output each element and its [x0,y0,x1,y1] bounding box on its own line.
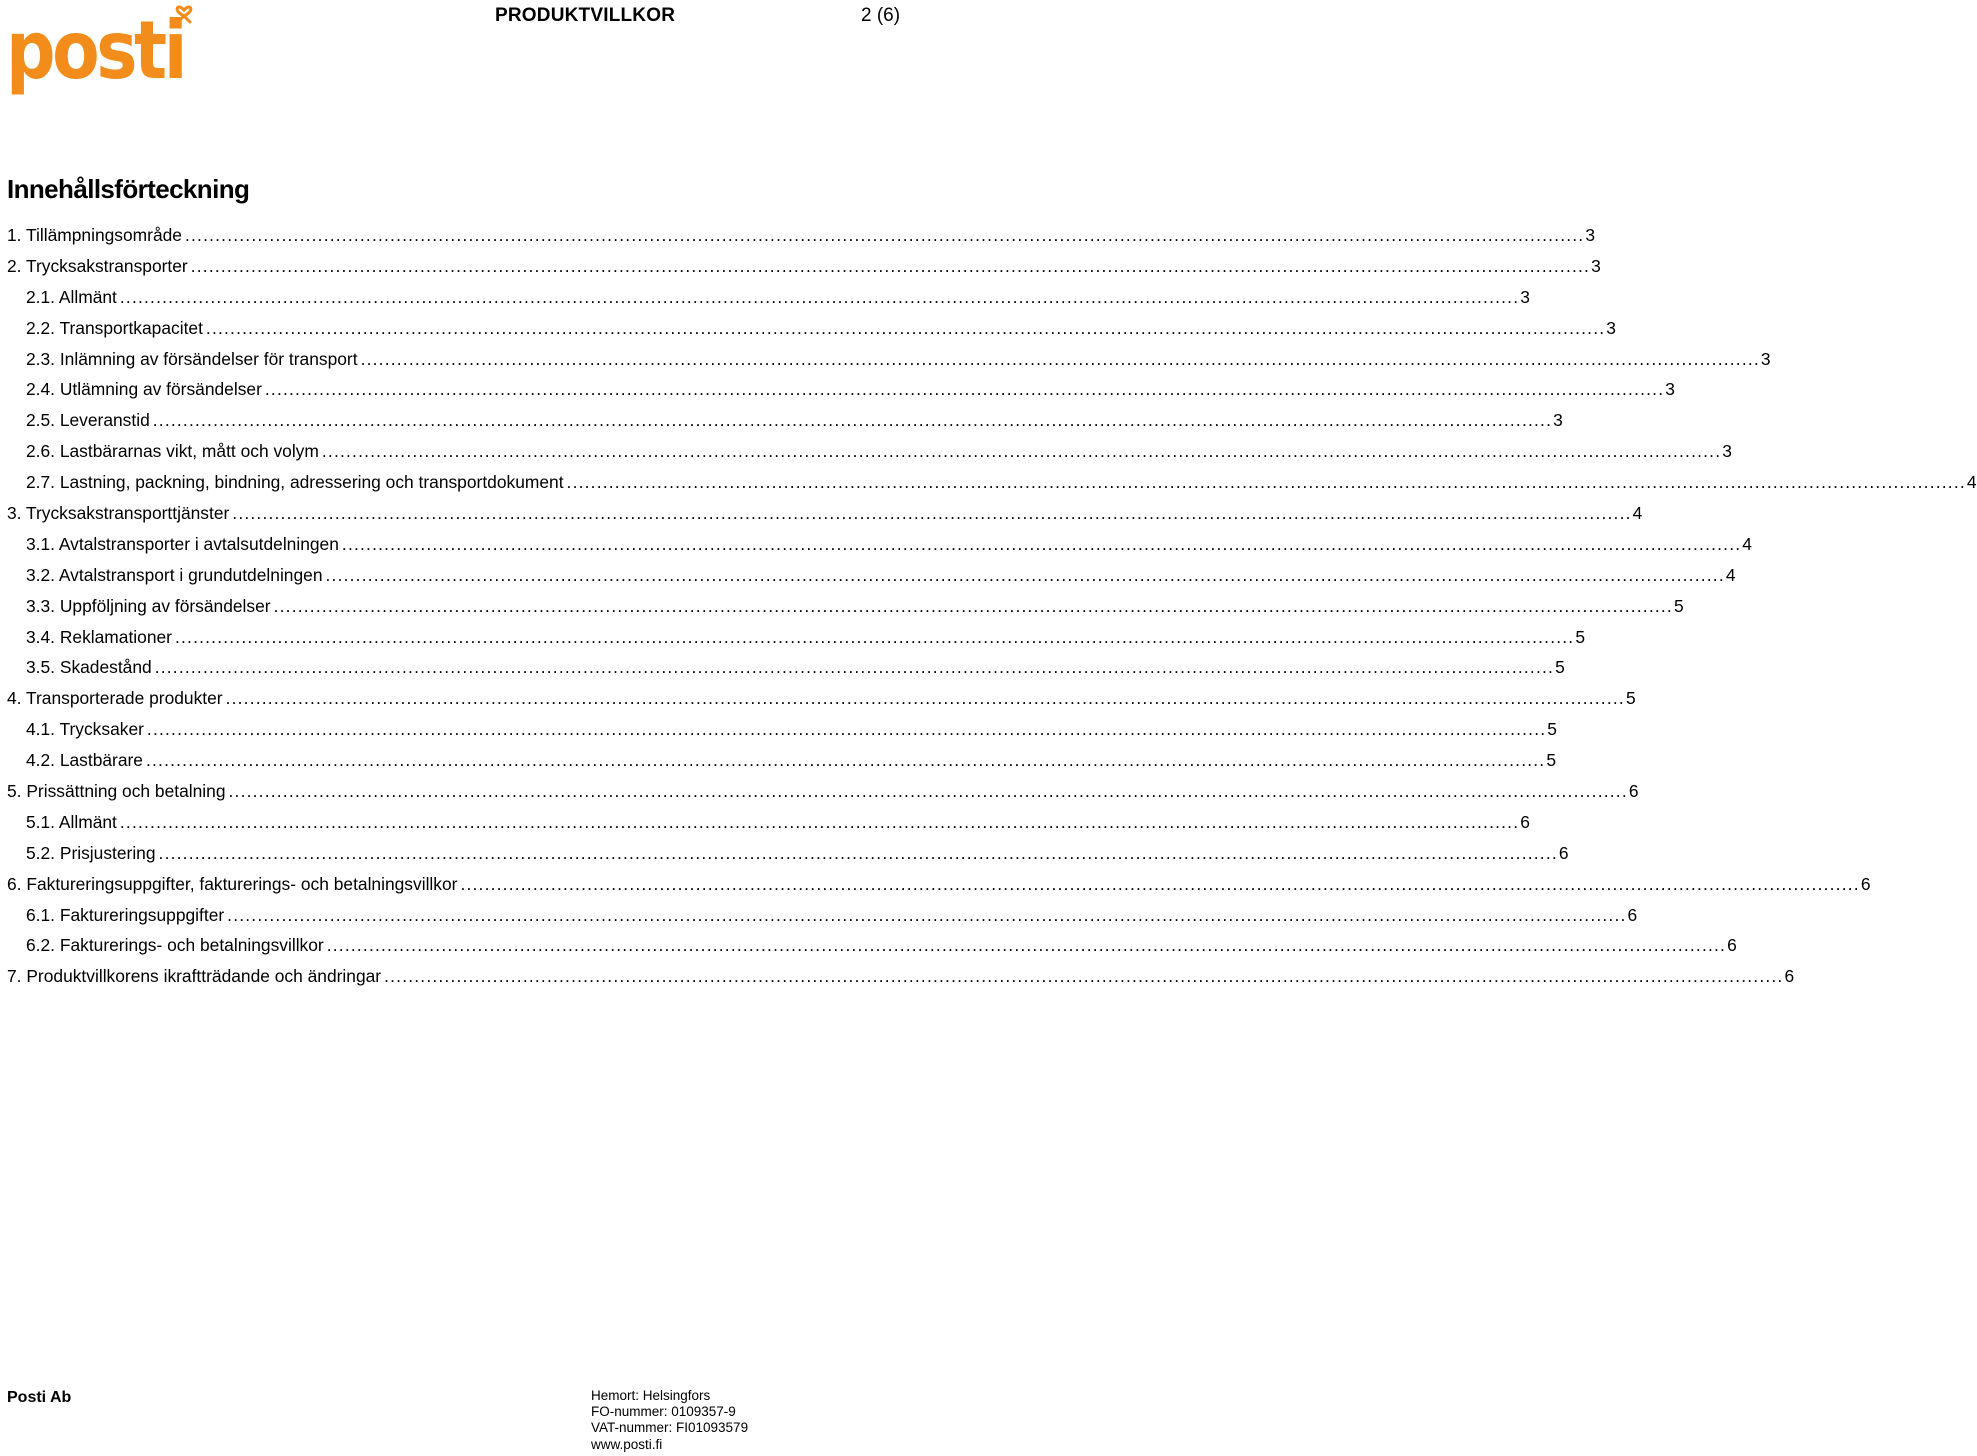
footer-company-info [591,1388,748,1453]
toc-entry-page: 6 [1627,904,1638,925]
toc-entry-page: 4 [1632,503,1643,524]
toc-entry-page: 5 [1575,626,1585,647]
toc-entry-page: 6 [1784,966,1795,987]
toc-entry-label: 2.6. Lastbärarnas vikt, mått och volym [26,441,319,462]
toc-entry[interactable] [7,964,1795,995]
toc-entry-page: 4 [1725,564,1736,585]
toc-entry[interactable] [7,841,1569,872]
toc-entry[interactable] [7,316,1616,347]
toc-entry-page: 3 [1606,317,1616,338]
toc-entry[interactable] [7,439,1732,470]
toc-entry-label: 3. Trycksakstransporttjänster [7,503,230,524]
toc-entry-page: 5 [1547,719,1557,740]
toc-entry-label: 2.7. Lastning, packning, bindning, adressering och transportdokument [26,472,564,493]
toc-entry-label: 4.2. Lastbärare [26,750,143,771]
toc-entry[interactable] [7,779,1639,810]
toc-dot-leader [146,748,1545,772]
toc-entry-label: 6.1. Faktureringsuppgifter [26,904,225,925]
toc-dot-leader [384,964,1783,988]
toc-entry-label: 3.4. Reklamationer [26,626,172,647]
toc-entry[interactable] [7,347,1771,378]
toc-entry-label: 5. Prissättning och betalning [7,781,226,802]
document-title: PRODUKTVILLKOR [495,5,676,26]
footer-vat-number: VAT-nummer: FI01093579 [591,1420,749,1436]
toc-dot-leader [206,316,1605,340]
toc-entry[interactable] [7,563,1736,594]
toc-entry-label: 3.5. Skadestånd [26,657,152,678]
toc-entry[interactable] [7,470,1977,501]
footer-business-id: FO-nummer: 0109357-9 [591,1404,736,1420]
toc-entry[interactable] [7,625,1585,656]
toc-entry-label: 7. Produktvillkorens ikraftträdande och ändringar [7,966,382,987]
toc-entry-label: 2.3. Inlämning av försändelser för transport [26,348,358,369]
toc-entry-page: 6 [1520,811,1530,832]
toc-entry-label: 5.2. Prisjustering [26,842,156,863]
toc-dot-leader [191,254,1590,278]
toc-entry[interactable] [7,655,1565,686]
table-of-contents [7,223,1977,995]
toc-dot-leader [361,347,1760,371]
toc-entry[interactable] [7,810,1530,841]
toc-entry-label: 2.4. Utlämning av försändelser [26,379,262,400]
toc-entry-page: 3 [1520,286,1530,307]
toc-dot-leader [265,377,1664,401]
toc-entry[interactable] [7,377,1675,408]
toc-entry-label: 2. Trycksakstransporter [7,255,188,276]
toc-dot-leader [460,872,1859,896]
footer-company-name: Posti Ab [7,1389,72,1406]
toc-entry[interactable] [7,717,1557,748]
posti-logo [6,4,198,96]
toc-entry-label: 2.1. Allmänt [26,286,117,307]
toc-dot-leader [185,223,1584,247]
toc-entry-label: 6.2. Fakturerings- och betalningsvillkor [26,935,324,956]
toc-entry[interactable] [7,686,1636,717]
toc-entry[interactable] [7,933,1737,964]
toc-dot-leader [326,563,1725,587]
toc-entry-label: 4. Transporterade produkter [7,688,223,709]
toc-entry-page: 5 [1555,657,1565,678]
toc-entry-page: 3 [1760,348,1771,369]
toc-entry-page: 6 [1558,842,1569,863]
toc-entry[interactable] [7,408,1563,439]
toc-entry-page: 3 [1553,410,1563,431]
toc-entry-page: 5 [1625,688,1636,709]
footer-website: www.posti.fi [591,1436,663,1452]
toc-dot-leader [155,655,1554,679]
toc-dot-leader [322,439,1721,463]
toc-heading: Innehållsförteckning [7,174,250,204]
toc-entry-page: 3 [1665,379,1675,400]
toc-entry-page: 6 [1860,873,1871,894]
toc-entry-label: 6. Faktureringsuppgifter, fakturerings- och betalningsvillkor [7,873,458,894]
toc-entry[interactable] [7,223,1595,254]
footer-domicile: Hemort: Helsingfors [591,1388,711,1403]
toc-entry-label: 2.2. Transportkapacitet [26,317,203,338]
toc-entry-page: 5 [1673,595,1684,616]
toc-entry-page: 3 [1585,225,1595,245]
toc-entry[interactable] [7,501,1643,532]
toc-dot-leader [153,408,1552,432]
toc-dot-leader [159,841,1558,865]
toc-entry[interactable] [7,903,1638,934]
toc-entry[interactable] [7,872,1871,903]
toc-entry-page: 4 [1742,533,1752,554]
toc-dot-leader [342,532,1741,556]
toc-entry[interactable] [7,594,1684,625]
toc-entry-page: 3 [1591,255,1601,276]
toc-entry-page: 5 [1546,750,1557,771]
toc-dot-leader [229,779,1628,803]
toc-dot-leader [147,717,1546,741]
toc-entry-page: 3 [1722,441,1732,462]
toc-entry[interactable] [7,254,1601,285]
toc-dot-leader [120,810,1519,834]
toc-entry-page: 6 [1727,935,1737,956]
toc-entry-label: 3.2. Avtalstransport i grundutdelningen [26,564,323,585]
toc-entry-label: 3.3. Uppföljning av försändelser [26,595,271,616]
toc-entry[interactable] [7,748,1557,779]
toc-dot-leader [120,285,1519,309]
toc-entry-page: 4 [1966,472,1977,493]
toc-entry[interactable] [7,285,1530,316]
toc-entry-label: 2.5. Leveranstid [26,410,150,431]
toc-dot-leader [226,686,1625,710]
toc-entry-label: 4.1. Trycksaker [26,719,144,740]
toc-entry[interactable] [7,532,1752,563]
toc-dot-leader [227,903,1626,927]
logo-wordmark: posti [6,4,184,97]
toc-entry-label: 5.1. Allmänt [26,811,117,832]
toc-entry-page: 6 [1628,781,1639,802]
page-number: 2 (6) [861,5,901,26]
toc-dot-leader [175,625,1574,649]
toc-dot-leader [274,594,1673,618]
toc-entry-label: 3.1. Avtalstransporter i avtalsutdelningen [26,533,339,554]
toc-entry-label: 1. Tillämpningsområde [7,225,182,245]
toc-dot-leader [232,501,1631,525]
toc-dot-leader [327,933,1726,957]
toc-dot-leader [567,470,1966,494]
